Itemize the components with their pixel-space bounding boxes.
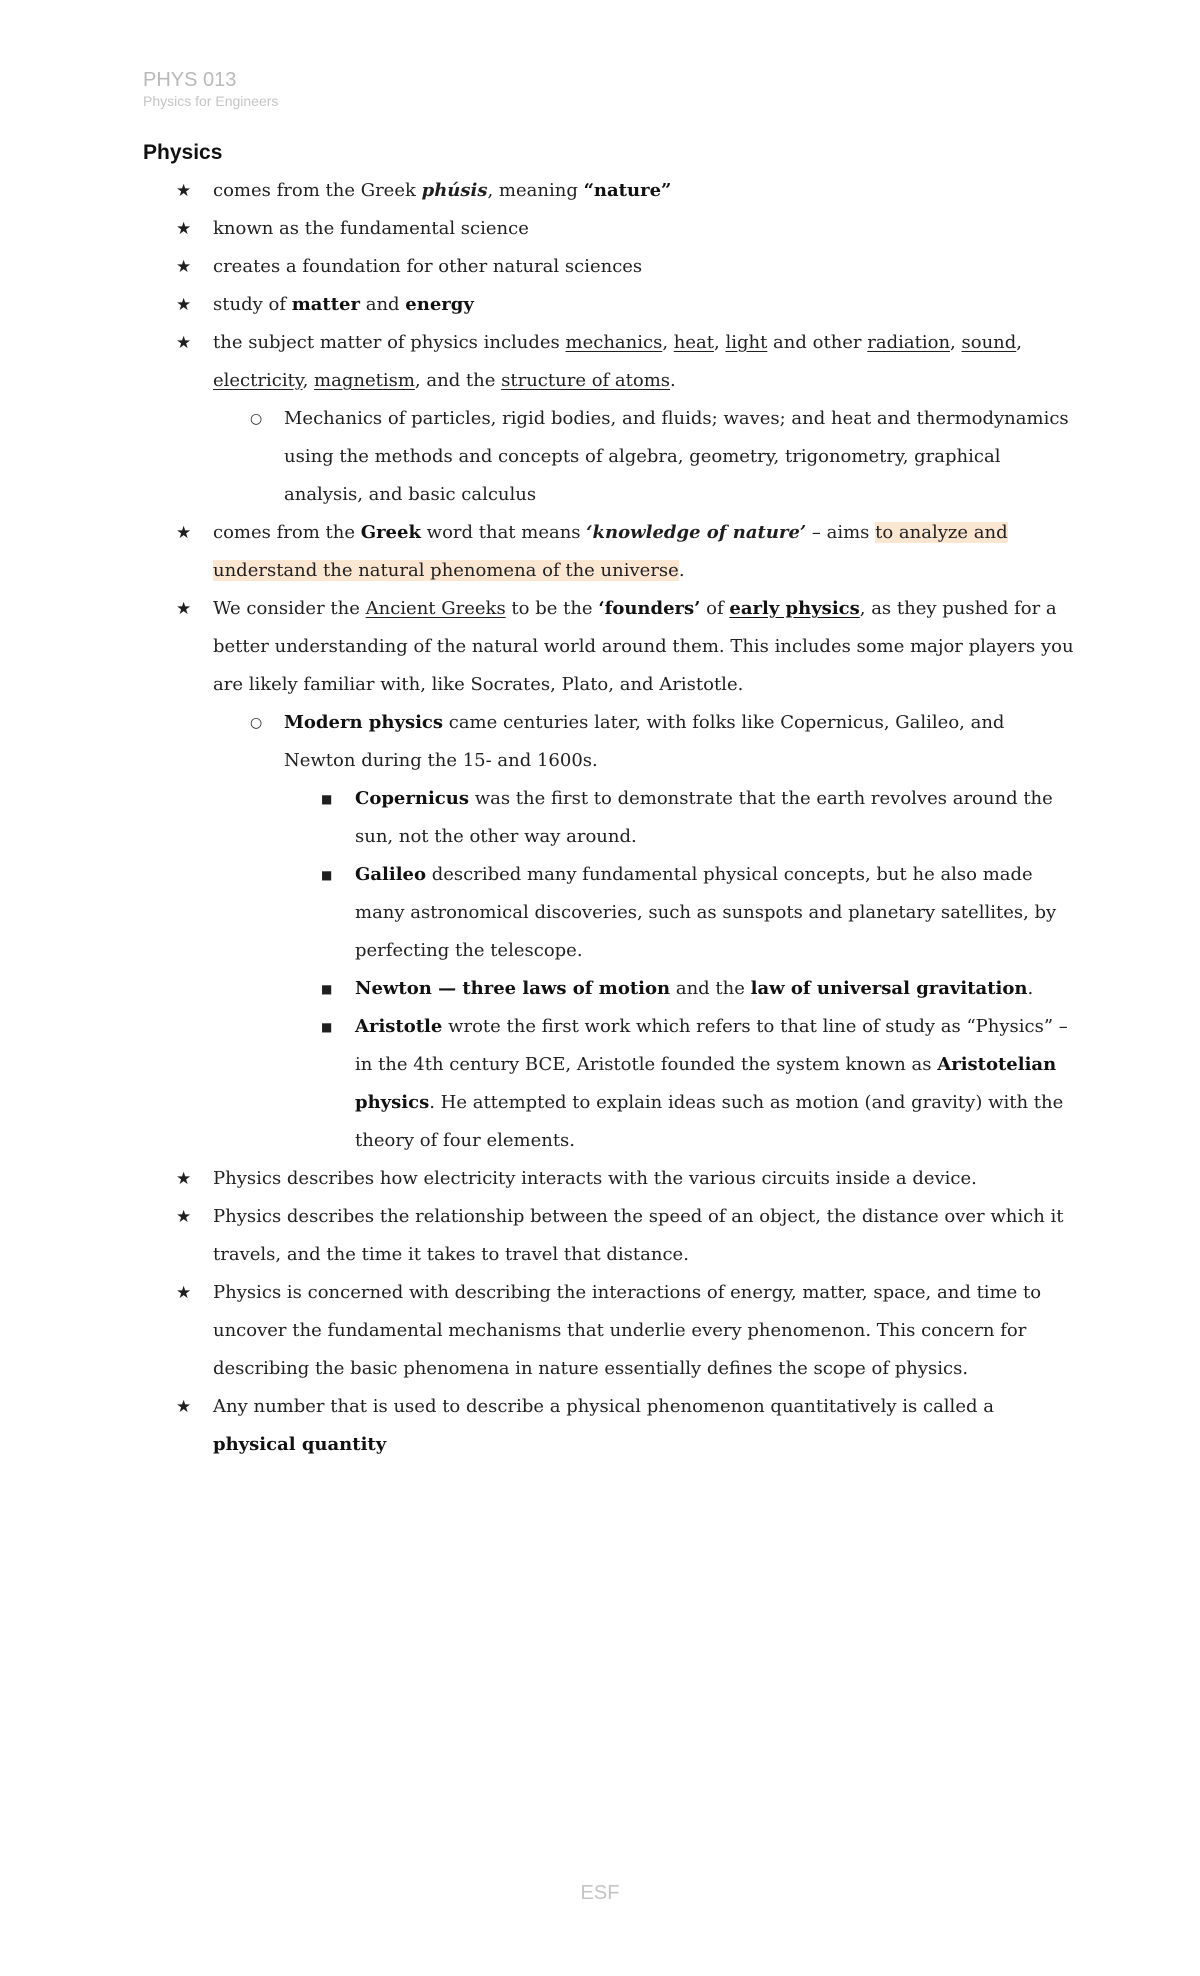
list-item: ★ Physics describes how electricity interacts with the various circuits inside a device. [176,1160,1076,1198]
text: was the first to demonstrate that the earth revolves around the sun, not the other way around. [355,788,1053,847]
energy-term: energy [405,294,474,315]
text: , [662,332,674,353]
page-footer: ESF [580,1882,620,1904]
text: described many fundamental physical concepts, but he also made many astronomical discoveries, such as sunspots and planetary satellites, by perfecting the telescope. [355,864,1057,961]
text: comes from the [213,522,361,543]
course-code: PHYS 013 [143,69,237,91]
greek-term: phúsis [421,180,488,201]
physical-quantity-term: physical quantity [213,1434,387,1455]
list-item: ★ creates a foundation for other natural sciences [176,248,1076,286]
list-item: ★ Physics describes the relationship between the speed of an object, the distance over which it travels, and the time it takes to travel that distance. [176,1198,1076,1274]
newton-term: Newton — three laws of motion [355,978,671,999]
mechanics-term: mechanics [565,332,663,353]
page-header [143,68,278,110]
galileo-term: Galileo [355,864,427,885]
text: Any number that is used to describe a physical phenomenon quantitatively is called a [213,1396,994,1417]
list-item [176,172,1076,210]
text: , and the [414,370,502,391]
sub-list-item: ○ Mechanics of particles, rigid bodies, and fluids; waves; and heat and thermodynamics using the methods and concepts of algebra, geometry, trigonometry, graphical analysis, and basic calculus [248,400,1076,514]
text: , meaning [487,180,584,201]
knowledge-term: ‘knowledge of nature’ [586,522,807,543]
text: , [302,370,315,391]
sub-sub-list-item [319,1008,1076,1160]
text: word that means [420,522,587,543]
text: and [359,294,406,315]
nature-term: “nature” [583,180,672,201]
highlighted-text: to analyze and understand the natural phenomena of the universe [213,522,1008,581]
list-item [176,1388,1076,1464]
text: , [950,332,962,353]
atoms-term: structure of atoms [501,370,671,391]
modern-physics-term: Modern physics [284,712,444,733]
gravitation-term: law of universal gravitation [750,978,1028,999]
magnetism-term: magnetism [314,370,415,391]
text: comes from the Greek [213,180,422,201]
sub-sub-list-item [319,780,1076,856]
sub-list [248,704,1076,1160]
text: , [1016,332,1023,353]
text: and other [767,332,868,353]
text: . [670,370,676,391]
copernicus-term: Copernicus [355,788,469,809]
text: , as they pushed for a better understanding of the natural world around them. This includes some major players you are likely familiar with, like Socrates, Plato, and Aristotle. [213,598,1074,695]
text: of [700,598,730,619]
notes-content [176,172,1076,1464]
text: to be the [505,598,599,619]
text: We consider the [213,598,366,619]
section-title: Physics [143,141,223,164]
text: . He attempted to explain ideas such as motion (and gravity) with the theory of four elements. [355,1092,1064,1151]
text: . [1027,978,1034,999]
aristotle-term: Aristotle [355,1016,443,1037]
electricity-term: electricity [213,370,303,391]
course-name: Physics for Engineers [143,93,279,109]
text: – aims [806,522,876,543]
sub-sub-list-item [319,856,1076,970]
text: came centuries later, with folks like Copernicus, Galileo, and Newton during the 15- and 1600s. [284,712,1005,771]
list-item [176,590,1076,1160]
sub-list-item [248,704,1076,1160]
aristotelian-physics-term: Aristotelian physics [355,1054,1057,1113]
text: , [714,332,726,353]
list-item [176,286,1076,324]
sub-sub-list-item [319,970,1076,1008]
list-item [176,514,1076,590]
text: . [678,560,685,581]
text: wrote the first work which refers to that line of study as “Physics” – in the 4th century BCE, Aristotle founded the system known as [355,1016,1068,1075]
early-physics-term: early physics [729,598,860,619]
radiation-term: radiation [867,332,951,353]
ancient-greeks-term: Ancient Greeks [365,598,506,619]
light-term: light [725,332,768,353]
sub-sub-list [319,780,1076,1160]
greek-word: Greek [360,522,421,543]
sound-term: sound [961,332,1017,353]
text: the subject matter of physics includes [213,332,566,353]
list-item [176,324,1076,514]
founders-term: ‘founders’ [598,598,701,619]
heat-term: heat [673,332,714,353]
text: and the [670,978,751,999]
list-item: ★ known as the fundamental science [176,210,1076,248]
list-item: ★ Physics is concerned with describing the interactions of energy, matter, space, and time to uncover the fundamental mechanisms that underlie every phenomenon. This concern for describing the basic phenomena in nature essentially defines the scope of physics. [176,1274,1076,1388]
text: study of [213,294,292,315]
bullet-list [176,172,1076,1464]
sub-list [248,400,1076,514]
matter-term: matter [291,294,360,315]
